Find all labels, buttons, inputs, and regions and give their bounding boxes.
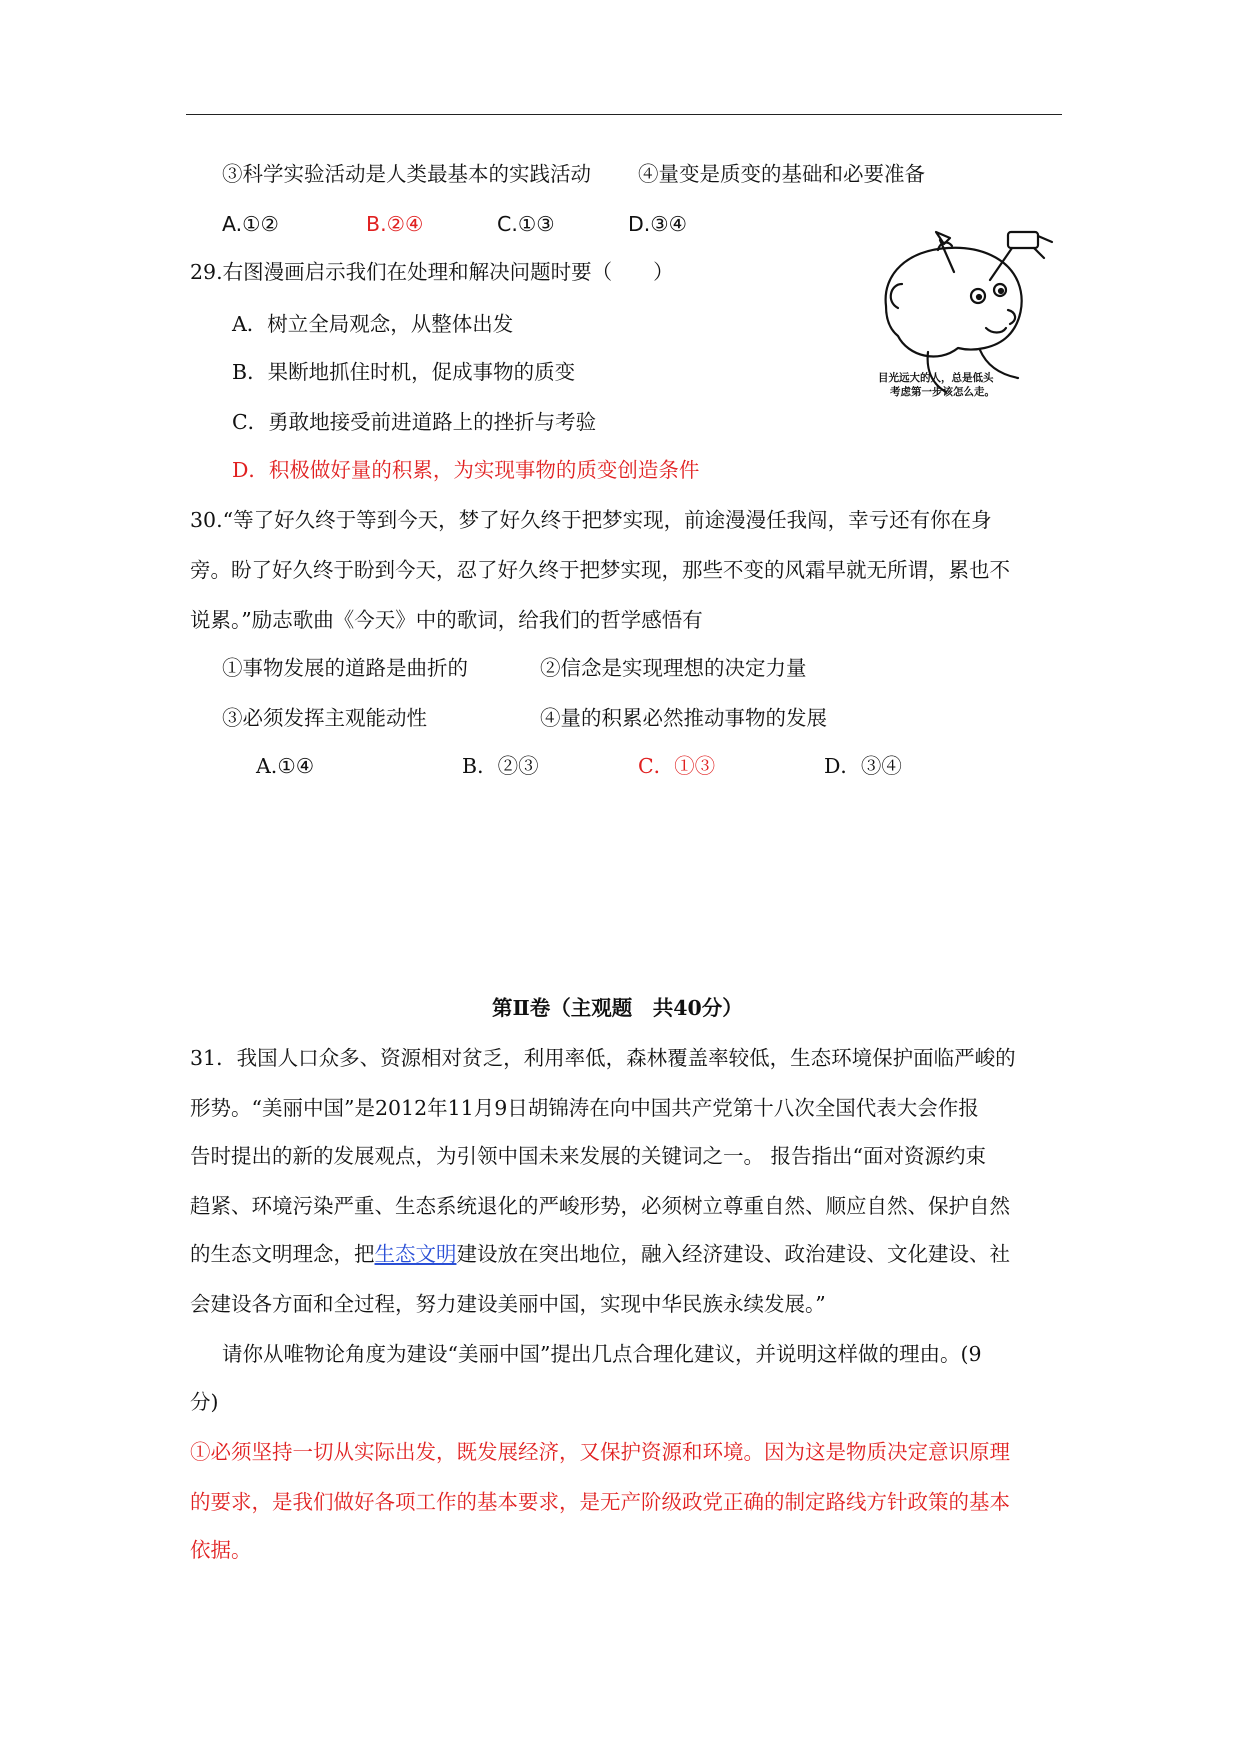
q30-option-a: A.①④: [256, 754, 315, 778]
q31-answer-line-1: ①必须坚持一切从实际出发，既发展经济，又保护资源和环境。因为这是物质决定意识原理: [190, 1440, 1010, 1464]
q31-answer-line-2: 的要求，是我们做好各项工作的基本要求，是无产阶级政党正确的制定路线方针政策的基本: [190, 1490, 1010, 1514]
q29-option-a: A．树立全局观念，从整体出发: [232, 312, 514, 336]
q31-line-5-end: 建设放在突出地位，融入经济建设、政治建设、文化建设、社: [456, 1242, 1010, 1266]
header-rule: [186, 114, 1062, 115]
ecological-civilization-link[interactable]: 生态文明: [374, 1242, 457, 1266]
q31-line-5: [190, 1240, 1010, 1268]
q31-prompt-line-1: 请你从唯物论角度为建设“美丽中国”提出几点合理化建议，并说明这样做的理由。(9: [222, 1342, 982, 1366]
q29-stem: 29.右图漫画启示我们在处理和解决问题时要（ ）: [190, 260, 674, 284]
q30-statement-1: ①事物发展的道路是曲折的: [222, 656, 468, 680]
q29-option-b: B．果断地抓住时机，促成事物的质变: [232, 360, 576, 384]
q31-line-3: 告时提出的新的发展观点，为引领中国未来发展的关键词之一。 报告指出“面对资源约束: [190, 1144, 986, 1168]
q29-option-c: C．勇敢地接受前进道路上的挫折与考验: [232, 410, 597, 434]
q31-prompt-line-2: 分): [190, 1390, 219, 1414]
q30-statement-4: ④量的积累必然推动事物的发展: [540, 706, 827, 730]
q30-option-c: C．①③: [638, 754, 716, 778]
section-2-title: 第Ⅱ卷（主观题 共40分）: [492, 996, 743, 1020]
q28-option-d: D.③④: [628, 212, 688, 236]
q30-line-2: 旁。盼了好久终于盼到今天，忍了好久终于把梦实现，那些不变的风霜早就无所谓，累也不: [190, 558, 1010, 582]
q31-line-5-start: 的生态文明理念，把: [190, 1242, 375, 1266]
q28-option-b: B.②④: [366, 212, 424, 236]
q31-line-1: 31．我国人口众多、资源相对贫乏，利用率低，森林覆盖率较低，生态环境保护面临严峻的: [190, 1046, 1016, 1070]
q31-line-6: 会建设各方面和全过程，努力建设美丽中国，实现中华民族永续发展。”: [190, 1292, 826, 1316]
q30-line-3: 说累。”励志歌曲《今天》中的歌词，给我们的哲学感悟有: [190, 608, 703, 632]
cartoon-caption-line-2: 考虑第一步该怎么走。: [890, 386, 995, 398]
q28-option-a: A.①②: [222, 212, 279, 236]
q28-statement-4: ④量变是质变的基础和必要准备: [638, 162, 925, 186]
cartoon-caption-line-1: 目光远大的人，总是低头: [878, 372, 994, 384]
q31-answer-line-3: 依据。: [190, 1538, 252, 1562]
q30-statement-2: ②信念是实现理想的决定力量: [540, 656, 807, 680]
q30-statement-3: ③必须发挥主观能动性: [222, 706, 427, 730]
q31-line-2: 形势。“美丽中国”是2012年11月9日胡锦涛在向中国共产党第十八次全国代表大会作报: [190, 1096, 979, 1120]
q29-option-d: D．积极做好量的积累，为实现事物的质变创造条件: [232, 458, 700, 482]
q30-option-d: D．③④: [824, 754, 902, 778]
q30-line-1: 30.“等了好久终于等到今天，梦了好久终于把梦实现，前途漫漫任我闯，幸亏还有你在身: [190, 508, 992, 532]
q31-line-4: 趋紧、环境污染严重、生态系统退化的严峻形势，必须树立尊重自然、顺应自然、保护自然: [190, 1194, 1010, 1218]
q30-option-b: B．②③: [462, 754, 539, 778]
q28-statement-3: ③科学实验活动是人类最基本的实践活动: [222, 162, 591, 186]
q28-option-c: C.①③: [497, 212, 555, 236]
cartoon-illustration: [868, 224, 1058, 402]
